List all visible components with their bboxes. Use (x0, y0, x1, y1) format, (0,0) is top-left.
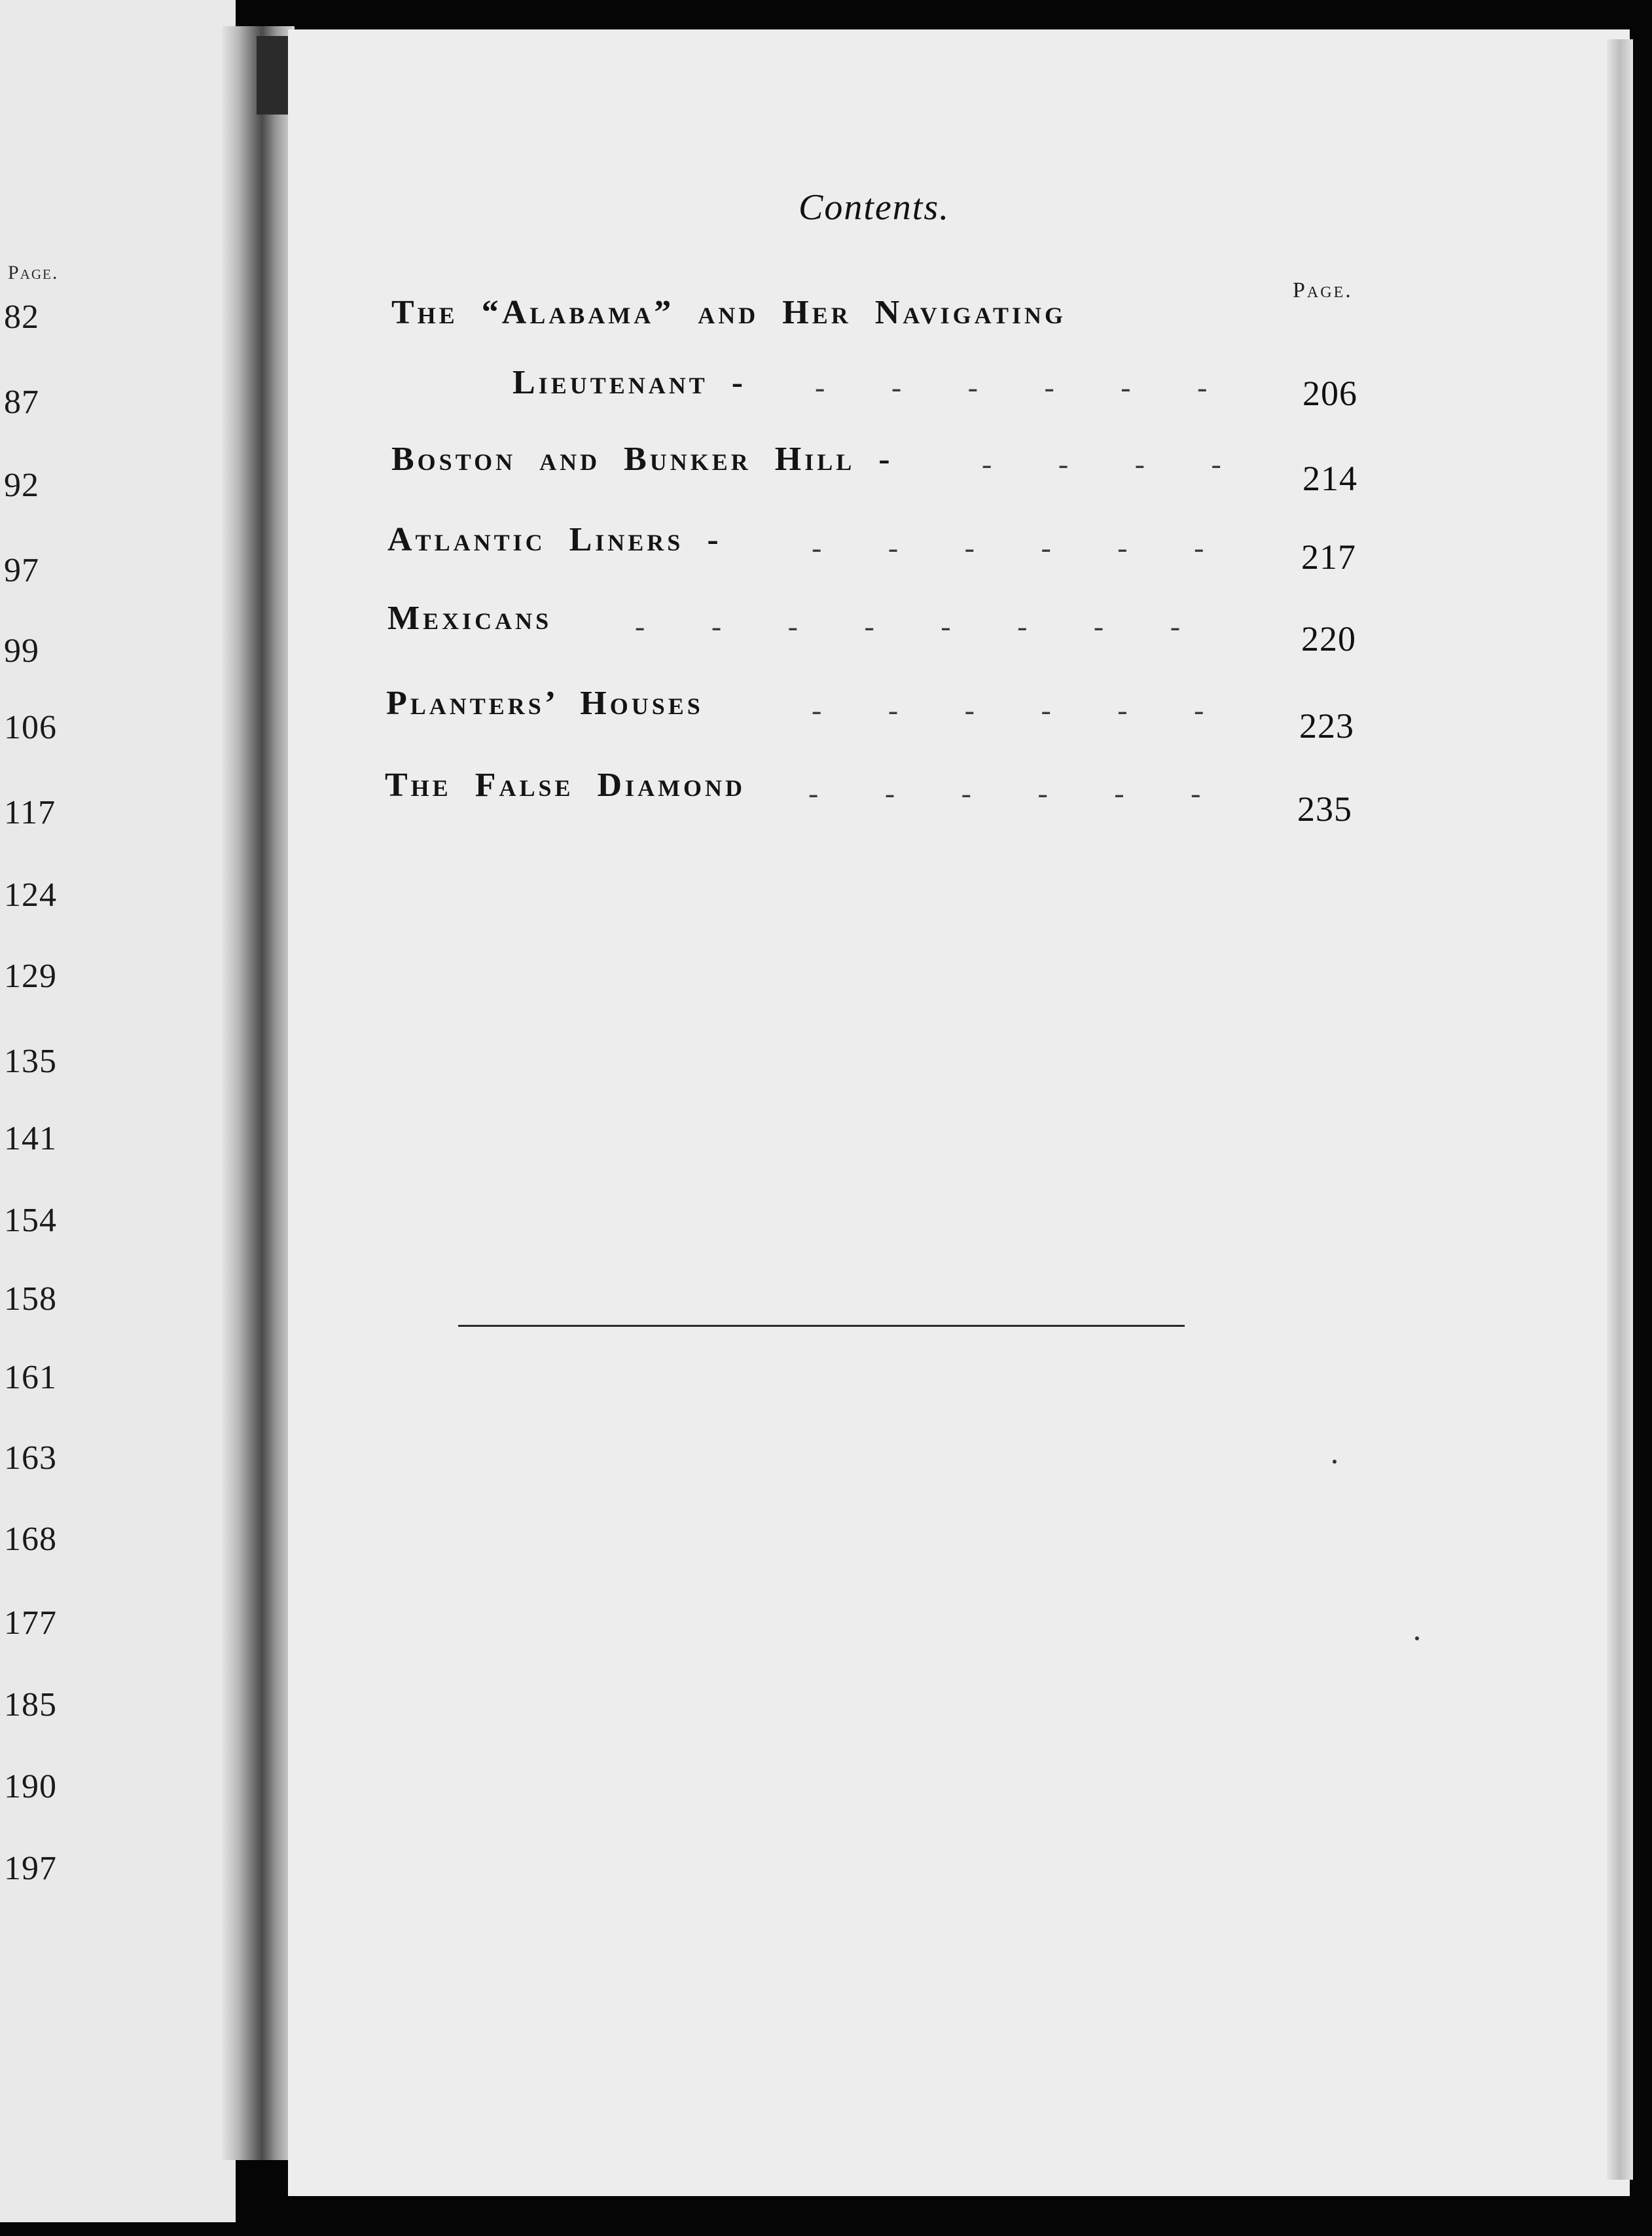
left-page-number: 117 (4, 794, 56, 831)
left-page-number: 106 (4, 709, 57, 746)
dot-leader: - - - - - - (812, 693, 1204, 727)
left-page-number: 129 (4, 958, 57, 995)
left-page-header: Page. (8, 262, 59, 283)
right-page (288, 29, 1630, 2196)
left-page-number: 177 (4, 1604, 57, 1642)
book-gutter (223, 26, 295, 2160)
toc-entry-page: 235 (1297, 789, 1352, 829)
toc-entry-title: Boston and Bunker Hill - (391, 441, 893, 478)
left-page-number: 154 (4, 1202, 57, 1239)
dot-leader: - - - - (982, 447, 1221, 480)
left-page-number: 82 (4, 298, 39, 336)
page-edge (1607, 39, 1633, 2180)
dot-leader: - - - - - - - - (635, 609, 1181, 643)
left-page-number: 163 (4, 1439, 57, 1477)
toc-entry-page: 206 (1302, 374, 1357, 413)
page-title: Contents. (799, 187, 950, 228)
page-column-header: Page. (1293, 278, 1353, 302)
toc-entry-page: 220 (1301, 619, 1356, 658)
left-page-number: 158 (4, 1280, 57, 1318)
toc-entry-page: 217 (1301, 537, 1356, 577)
left-page-number: 185 (4, 1686, 57, 1723)
left-page-number: 87 (4, 384, 39, 421)
toc-entry-page: 214 (1302, 459, 1357, 498)
dot-leader: - - - - - - (808, 776, 1201, 810)
left-page-number: 190 (4, 1768, 57, 1805)
left-page-number: 161 (4, 1359, 57, 1396)
toc-entry-title: Mexicans (387, 600, 552, 637)
scan-speck (1333, 1460, 1337, 1464)
left-page-number: 197 (4, 1850, 57, 1887)
left-page-number: 97 (4, 552, 39, 589)
toc-entry-title-continued: Lieutenant - (512, 364, 747, 401)
left-page-number: 124 (4, 876, 57, 914)
toc-entry-title: Planters’ Houses (386, 685, 704, 722)
dot-leader: - - - - - - (815, 370, 1208, 404)
left-page-number: 168 (4, 1521, 57, 1558)
gutter-shadow (257, 36, 289, 115)
toc-entry-title: The “Alabama” and Her Navigating (391, 294, 1066, 331)
section-divider (458, 1325, 1185, 1327)
left-page-number: 135 (4, 1043, 57, 1080)
toc-entry-title: The False Diamond (385, 766, 746, 804)
toc-entry-title: Atlantic Liners - (387, 521, 722, 558)
toc-entry-page: 223 (1299, 706, 1354, 746)
scan-speck (1415, 1636, 1419, 1640)
left-page-number: 92 (4, 467, 39, 504)
dot-leader: - - - - - - (812, 531, 1204, 564)
left-page-number: 99 (4, 632, 39, 670)
left-page-number: 141 (4, 1120, 57, 1157)
left-page (0, 0, 236, 2222)
